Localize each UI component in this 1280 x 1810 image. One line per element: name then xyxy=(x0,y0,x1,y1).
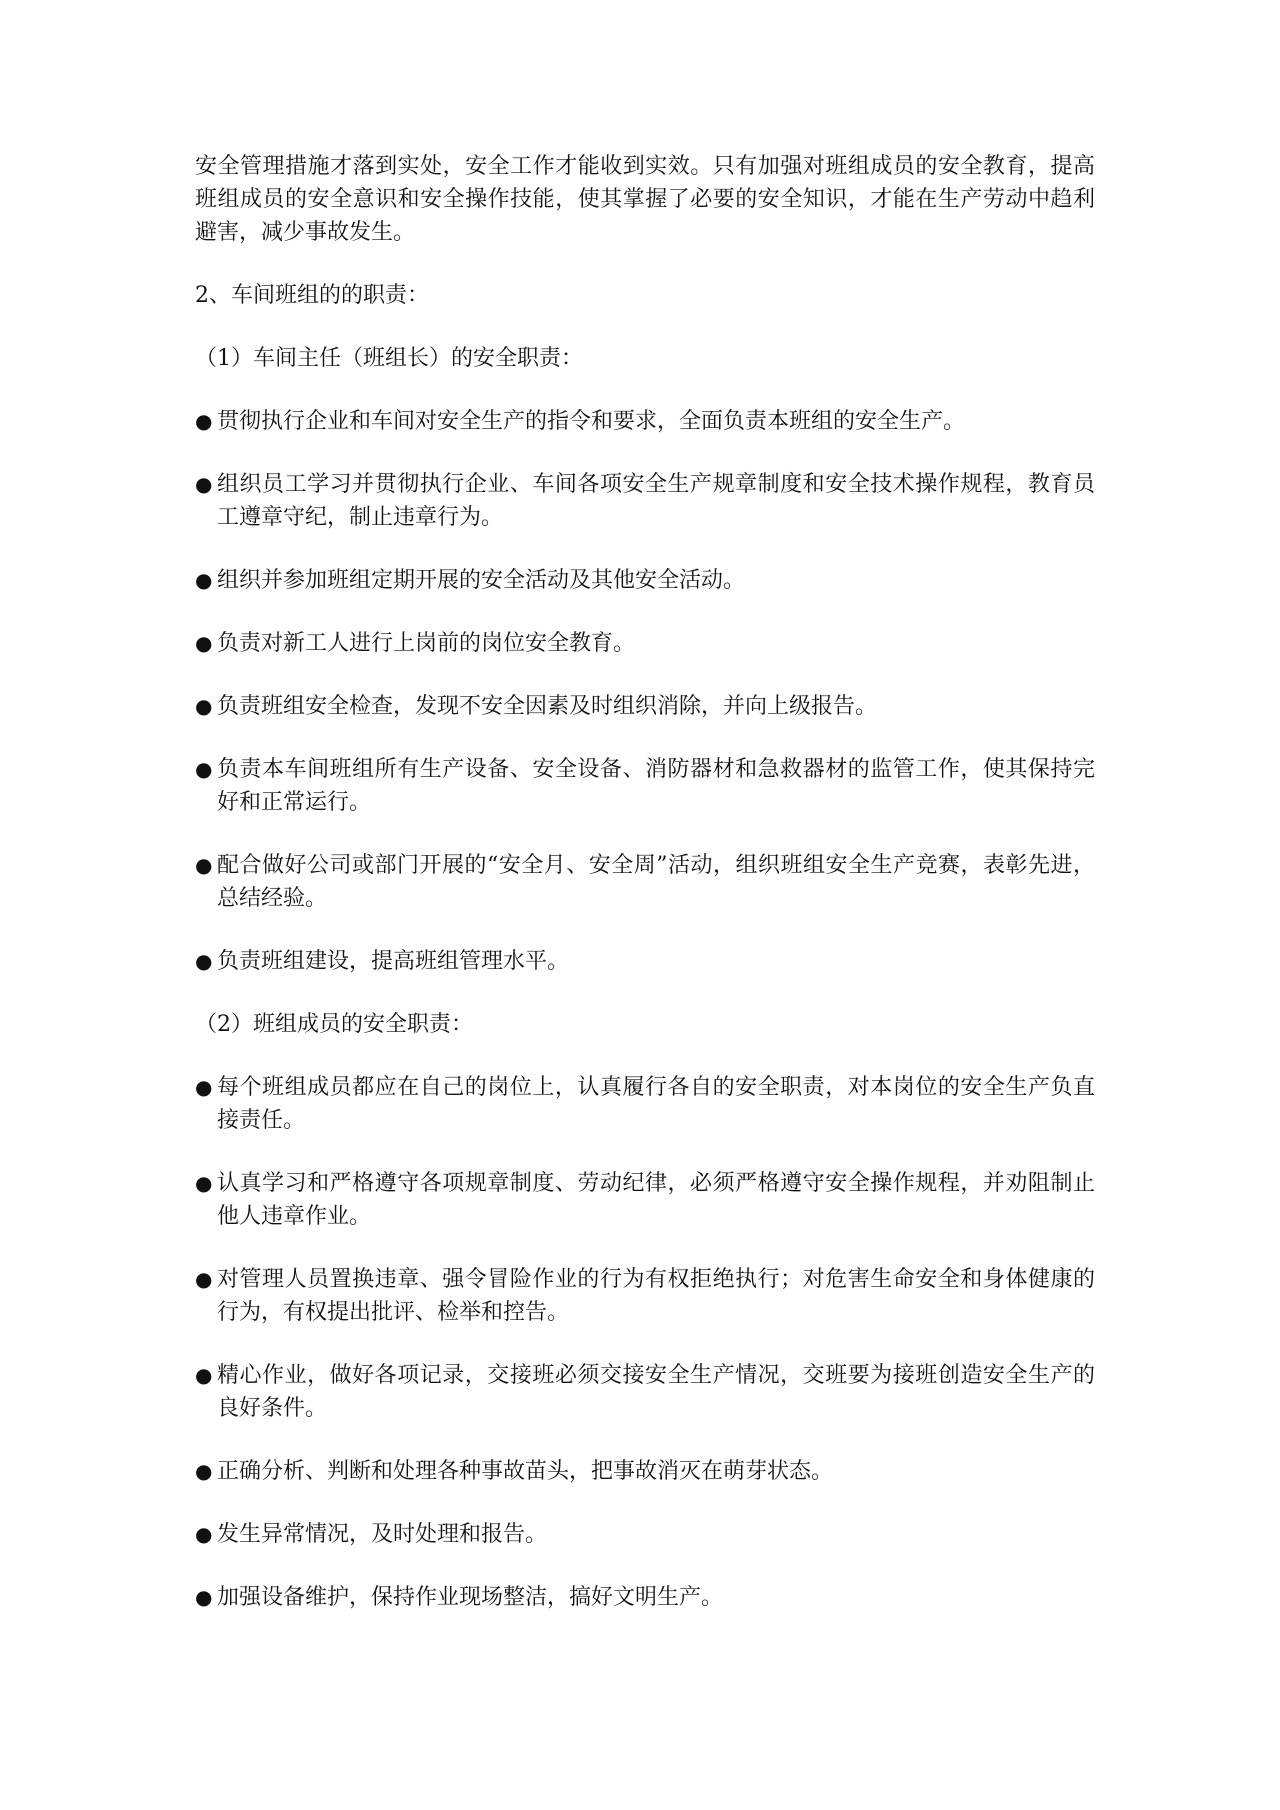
bullet-icon: ● xyxy=(195,568,213,592)
list-item xyxy=(195,468,1095,534)
list-item xyxy=(195,1263,1095,1329)
list-item-text: 发生异常情况，及时处理和报告。 xyxy=(217,1522,548,1547)
list-item xyxy=(195,849,1095,915)
list-item-text: 贯彻执行企业和车间对安全生产的指令和要求，全面负责本班组的安全生产。 xyxy=(217,409,966,434)
list-item-text: 精心作业，做好各项记录，交接班必须交接安全生产情况，交班要为接班创造安全生产的良好条件。 xyxy=(217,1363,1095,1421)
list-item-text: 负责对新工人进行上岗前的岗位安全教育。 xyxy=(217,631,636,656)
list-item xyxy=(195,1518,1095,1551)
document-page xyxy=(195,150,1095,1644)
list-item xyxy=(195,1071,1095,1137)
bullet-icon: ● xyxy=(195,949,213,973)
list-item xyxy=(195,564,1095,597)
intro-paragraph: 安全管理措施才落到实处，安全工作才能收到实效。只有加强对班组成员的安全教育，提高班组成员的安全意识和安全操作技能，使其掌握了必要的安全知识，才能在生产劳动中趋利避害，减少事故发生。 xyxy=(195,154,1095,245)
list-item xyxy=(195,690,1095,723)
list-item xyxy=(195,1359,1095,1425)
list-item xyxy=(195,405,1095,438)
list-item xyxy=(195,627,1095,660)
subsection-1-heading: （1）车间主任（班组长）的安全职责： xyxy=(195,346,583,371)
list-item-text: 组织员工学习并贯彻执行企业、车间各项安全生产规章制度和安全技术操作规程，教育员工遵章守纪，制止违章行为。 xyxy=(217,472,1095,530)
section-2-heading: 2、车间班组的的职责： xyxy=(195,283,429,308)
list-item xyxy=(195,945,1095,978)
subsection-2-heading: （2）班组成员的安全职责： xyxy=(195,1012,473,1037)
bullet-icon: ● xyxy=(195,1522,213,1546)
bullet-icon: ● xyxy=(195,757,213,781)
list-item xyxy=(195,1167,1095,1233)
bullet-icon: ● xyxy=(195,1075,213,1099)
bullet-icon: ● xyxy=(195,853,213,877)
list-item-text: 认真学习和严格遵守各项规章制度、劳动纪律，必须严格遵守安全操作规程，并劝阻制止他人违章作业。 xyxy=(217,1171,1095,1229)
bullet-icon: ● xyxy=(195,409,213,433)
bullet-icon: ● xyxy=(195,1171,213,1195)
list-item-text: 加强设备维护，保持作业现场整洁，搞好文明生产。 xyxy=(217,1585,724,1610)
bullet-icon: ● xyxy=(195,1459,213,1483)
bullet-icon: ● xyxy=(195,1585,213,1609)
list-item-text: 负责本车间班组所有生产设备、安全设备、消防器材和急救器材的监管工作，使其保持完好和正常运行。 xyxy=(217,757,1095,815)
bullet-icon: ● xyxy=(195,631,213,655)
list-item-text: 组织并参加班组定期开展的安全活动及其他安全活动。 xyxy=(217,568,746,593)
list-item-text: 正确分析、判断和处理各种事故苗头，把事故消灭在萌芽状态。 xyxy=(217,1459,834,1484)
list-item-text: 对管理人员置换违章、强令冒险作业的行为有权拒绝执行；对危害生命安全和身体健康的行为，有权提出批评、检举和控告。 xyxy=(217,1267,1095,1325)
list-item xyxy=(195,1455,1095,1488)
list-item-text: 每个班组成员都应在自己的岗位上，认真履行各自的安全职责，对本岗位的安全生产负直接责任。 xyxy=(217,1075,1095,1133)
list-item xyxy=(195,1581,1095,1614)
bullet-icon: ● xyxy=(195,472,213,496)
bullet-icon: ● xyxy=(195,694,213,718)
bullet-icon: ● xyxy=(195,1363,213,1387)
list-item-text: 配合做好公司或部门开展的“安全月、安全周”活动，组织班组安全生产竞赛，表彰先进，总结经验。 xyxy=(217,853,1095,911)
list-item-text: 负责班组建设，提高班组管理水平。 xyxy=(217,949,570,974)
list-item xyxy=(195,753,1095,819)
bullet-icon: ● xyxy=(195,1267,213,1291)
list-item-text: 负责班组安全检查，发现不安全因素及时组织消除，并向上级报告。 xyxy=(217,694,878,719)
